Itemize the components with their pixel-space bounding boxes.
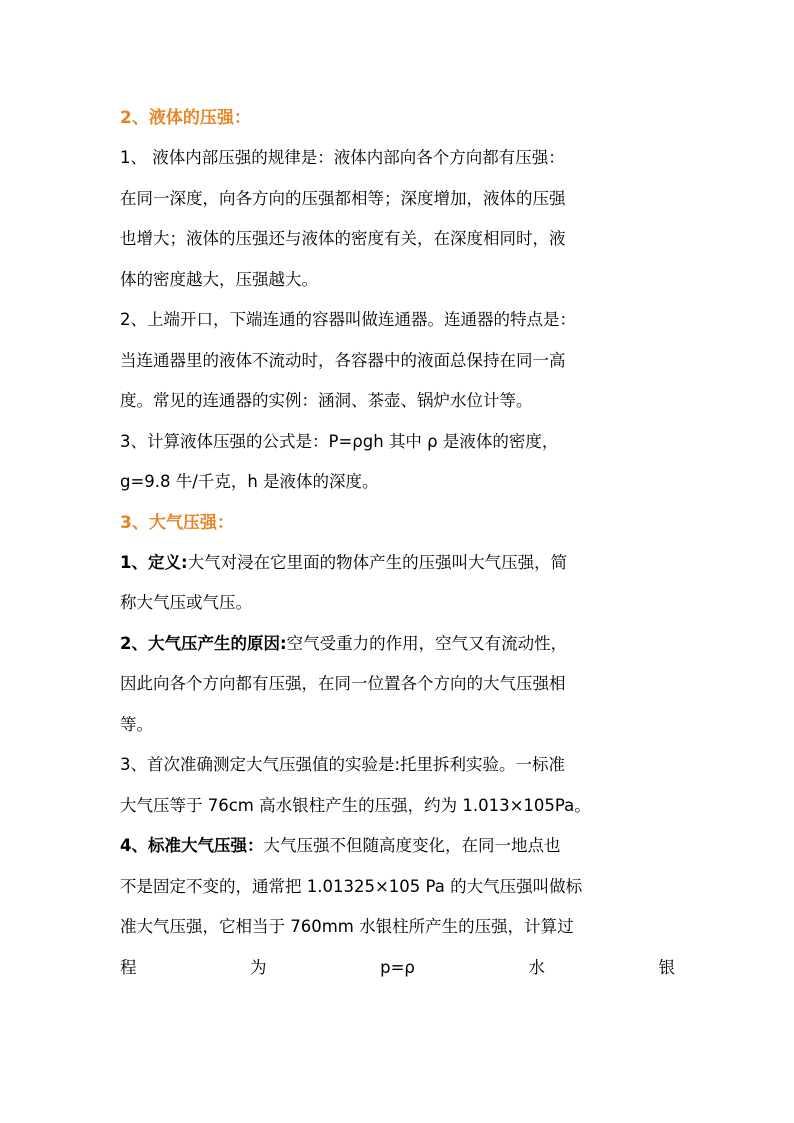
word: 为 (250, 957, 267, 977)
paragraph-cause (120, 624, 675, 746)
text-line: 1、 液体内部压强的规律是：液体内部向各个方向都有压强： (120, 148, 565, 167)
text-line: 3、首次准确测定大气压强值的实验是:托里拆利实验。一标准 (120, 755, 566, 774)
text-line: g=9.8 牛/千克，h 是液体的深度。 (120, 472, 379, 491)
paragraph-liquid-rule (120, 138, 675, 300)
justified-last-line (120, 948, 675, 989)
text-line: 也增大；液体的压强还与液体的密度有关，在深度相同时，液 (120, 229, 566, 248)
section-heading-liquid-pressure: 2、液体的压强： (120, 108, 251, 128)
bold-label: 2、大气压产生的原因: (120, 633, 287, 653)
bold-label: 4、标准大气压强： (120, 836, 264, 855)
text-run: 大气压强不但随高度变化，在同一地点也 (263, 836, 561, 855)
text-run: 大气对浸在它里面的物体产生的压强叫大气压强，简 (187, 552, 568, 572)
word: p=ρ (380, 957, 415, 977)
text-line (120, 543, 675, 584)
paragraph-connected-vessels (120, 300, 675, 422)
text-line: 称大气压或气压。 (120, 593, 252, 612)
paragraph-definition (120, 543, 675, 624)
text-run: 空气受重力的作用，空气又有流动性， (286, 633, 568, 653)
text-line: 在同一深度，向各方向的压强都相等；深度增加，液体的压强 (120, 188, 566, 208)
text-line: 准大气压强，它相当于 760mm 水银柱所产生的压强，计算过 (120, 917, 574, 936)
paragraph-liquid-formula (120, 422, 675, 503)
text-line: 2、上端开口，下端连通的容器叫做连通器。连通器的特点是： (120, 310, 576, 329)
paragraph-torricelli (120, 745, 675, 826)
text-line: 当连通器里的液体不流动时，各容器中的液面总保持在同一高 (120, 350, 566, 370)
section-heading-atmospheric-pressure: 3、大气压强： (120, 512, 234, 533)
document-content (120, 98, 675, 988)
word: 程 (120, 957, 137, 977)
paragraph-standard-pressure (120, 826, 675, 948)
text-line (120, 624, 675, 665)
word: 银 (658, 957, 675, 977)
bold-label: 1、定义: (120, 552, 188, 572)
text-line: 3、计算液体压强的公式是：P=ρgh 其中 ρ 是液体的密度， (120, 431, 559, 451)
text-line (120, 826, 675, 867)
text-line: 度。常见的连通器的实例：涵洞、茶壶、锅炉水位计等。 (120, 391, 533, 410)
text-line: 等。 (120, 714, 153, 734)
text-line: 因此向各个方向都有压强，在同一位置各个方向的大气压强相 (120, 674, 566, 693)
text-line: 大气压等于 76cm 高水银柱产生的压强，约为 1.013×105Pa。 (120, 795, 591, 815)
word: 水 (528, 957, 545, 977)
text-line: 不是固定不变的，通常把 1.01325×105 Pa 的大气压强叫做标 (120, 876, 583, 896)
text-line: 体的密度越大，压强越大。 (120, 269, 318, 289)
